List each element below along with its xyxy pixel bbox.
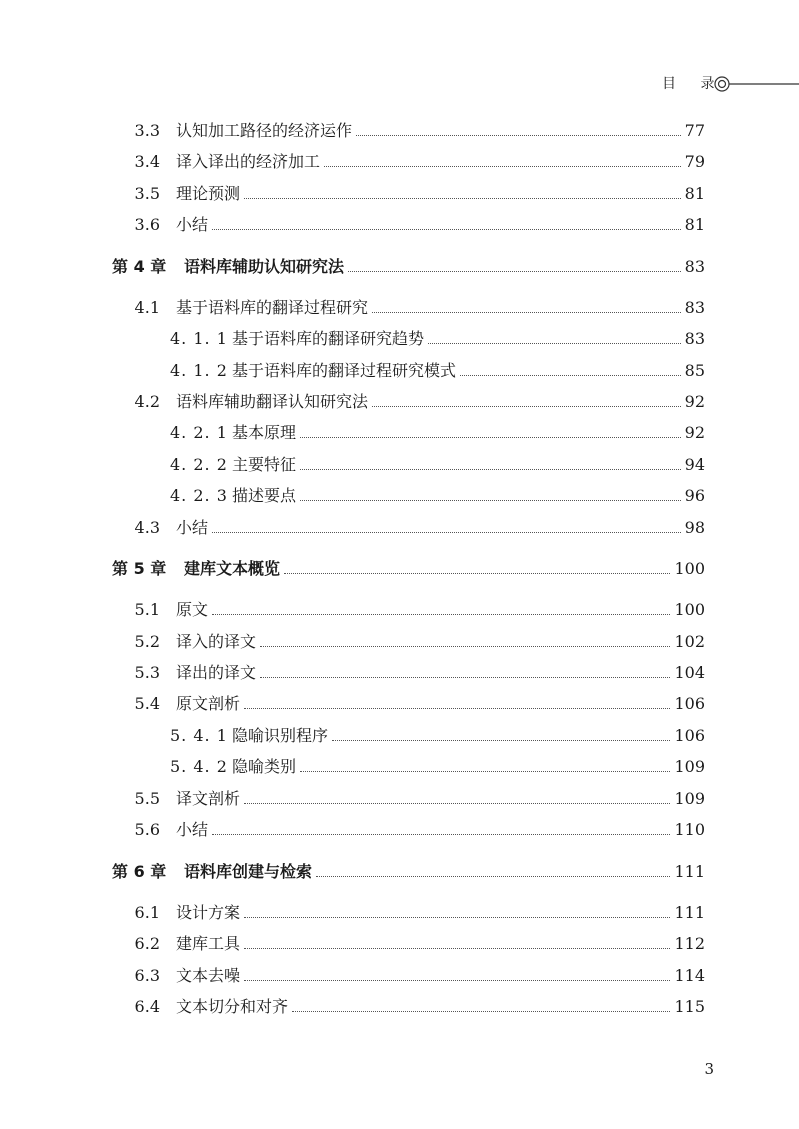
dot-leader: [300, 770, 670, 772]
toc-entry-page: 109: [674, 789, 705, 808]
dot-leader: [428, 342, 681, 344]
toc-entry-number: 第 6 章: [112, 862, 167, 881]
toc-entry-page: 77: [684, 121, 705, 140]
toc-entry-number: 4.3: [134, 518, 160, 537]
toc-entry-page: 104: [674, 663, 705, 682]
toc-entry-title: 小结: [176, 518, 209, 537]
toc-entry[interactable]: [120, 390, 705, 414]
toc-entry[interactable]: [120, 119, 705, 143]
dot-leader: [332, 739, 670, 741]
toc-entry-title: 设计方案: [176, 903, 241, 922]
toc-entry-page: 114: [674, 966, 705, 985]
toc-entry-title: 语料库创建与检索: [184, 862, 313, 881]
toc-entry[interactable]: [120, 516, 705, 540]
header-title: 目 录: [662, 76, 725, 92]
toc-entry[interactable]: [170, 327, 705, 351]
toc-entry-title: 译入译出的经济加工: [176, 152, 321, 171]
toc-entry-title: 隐喻类别: [232, 757, 297, 776]
dot-leader: [356, 134, 681, 136]
toc-entry[interactable]: [112, 860, 705, 884]
dot-leader: [372, 311, 681, 313]
toc-entry-number: 6.1: [134, 903, 160, 922]
toc-entry-page: 81: [684, 215, 705, 234]
toc-entry[interactable]: [120, 150, 705, 174]
dot-leader: [244, 707, 670, 709]
toc-entry-page: 83: [684, 329, 705, 348]
toc-entry-number: 4. 1. 2: [170, 361, 228, 380]
toc-entry-title: 建库文本概览: [184, 559, 281, 578]
dot-leader: [212, 228, 681, 230]
toc-entry[interactable]: [120, 296, 705, 320]
dot-leader: [260, 645, 670, 647]
toc-entry-number: 第 5 章: [112, 559, 167, 578]
toc-entry[interactable]: [120, 692, 705, 716]
toc-entry-page: 98: [684, 518, 705, 537]
dot-leader: [324, 165, 681, 167]
toc-entry-page: 94: [684, 455, 705, 474]
toc-entry-title: 认知加工路径的经济运作: [176, 121, 353, 140]
dot-leader: [212, 531, 681, 533]
toc-entry-page: 79: [684, 152, 705, 171]
dot-leader: [244, 916, 670, 918]
toc-entry-page: 92: [684, 392, 705, 411]
dot-leader: [372, 405, 681, 407]
toc-entry-title: 基于语料库的翻译研究趋势: [232, 329, 425, 348]
toc-entry-title: 语料库辅助翻译认知研究法: [176, 392, 369, 411]
toc-entry[interactable]: [170, 421, 705, 445]
toc-entry-number: 5. 4. 2: [170, 757, 228, 776]
toc-entry-page: 96: [684, 486, 705, 505]
toc-entry-page: 109: [674, 757, 705, 776]
dot-leader: [300, 436, 681, 438]
toc-entry-title: 基于语料库的翻译过程研究模式: [232, 361, 457, 380]
toc-entry-number: 6.2: [134, 934, 160, 953]
toc-entry-title: 语料库辅助认知研究法: [184, 257, 345, 276]
toc-entry-title: 基本原理: [232, 423, 297, 442]
toc-entry-page: 83: [684, 257, 705, 276]
toc-entry-title: 文本去噪: [176, 966, 241, 985]
toc-entry-number: 5.4: [134, 694, 160, 713]
dot-leader: [292, 1010, 670, 1012]
dot-leader: [212, 613, 670, 615]
toc-entry-title: 原文剖析: [176, 694, 241, 713]
toc-entry-page: 115: [674, 997, 705, 1016]
toc-entry-page: 92: [684, 423, 705, 442]
toc-entry-title: 小结: [176, 215, 209, 234]
toc-entry[interactable]: [120, 995, 705, 1019]
toc-entry-page: 100: [674, 559, 705, 578]
toc-entry-page: 106: [674, 726, 705, 745]
toc-entry[interactable]: [120, 818, 705, 842]
toc-entry-title: 基于语料库的翻译过程研究: [176, 298, 369, 317]
toc-entry-title: 译入的译文: [176, 632, 257, 651]
dot-leader: [348, 270, 681, 272]
toc-entry-title: 建库工具: [176, 934, 241, 953]
toc-entry-page: 100: [674, 600, 705, 619]
toc-entry[interactable]: [120, 598, 705, 622]
dot-leader: [244, 947, 670, 949]
toc-entry-number: 5.1: [134, 600, 160, 619]
toc-entry-page: 111: [674, 903, 705, 922]
toc-entry-number: 6.3: [134, 966, 160, 985]
toc-entry-number: 4.1: [134, 298, 160, 317]
toc-entry-number: 3.4: [134, 152, 160, 171]
toc-entry[interactable]: [120, 630, 705, 654]
toc-entry-page: 112: [674, 934, 705, 953]
toc-entry-number: 5.6: [134, 820, 160, 839]
toc-entry[interactable]: [170, 453, 705, 477]
toc-entry[interactable]: [120, 787, 705, 811]
toc-entry-number: 4.2: [134, 392, 160, 411]
toc-entry-number: 3.6: [134, 215, 160, 234]
toc-entry-page: 111: [674, 862, 705, 881]
toc-entry-title: 理论预测: [176, 184, 241, 203]
dot-leader: [284, 572, 670, 574]
toc-entry-number: 4. 2. 1: [170, 423, 228, 442]
toc-entry-title: 译出的译文: [176, 663, 257, 682]
toc-entry-title: 文本切分和对齐: [176, 997, 289, 1016]
toc-entry-page: 83: [684, 298, 705, 317]
dot-leader: [316, 875, 670, 877]
toc-entry-number: 6.4: [134, 997, 160, 1016]
dot-leader: [260, 676, 670, 678]
toc-entry-number: 4. 2. 2: [170, 455, 228, 474]
toc-entry-title: 主要特征: [232, 455, 297, 474]
dot-leader: [300, 468, 681, 470]
toc-entry[interactable]: [170, 359, 705, 383]
page-number: 3: [704, 1060, 714, 1078]
toc-entry[interactable]: [112, 557, 705, 581]
toc-entry-number: 5.5: [134, 789, 160, 808]
toc-entry-title: 译文剖析: [176, 789, 241, 808]
toc-entry-title: 小结: [176, 820, 209, 839]
toc-entry[interactable]: [120, 932, 705, 956]
toc-entry-number: 5.2: [134, 632, 160, 651]
toc-entry[interactable]: [170, 755, 705, 779]
toc-entry[interactable]: [170, 724, 705, 748]
toc-entry-number: 4. 2. 3: [170, 486, 228, 505]
toc-entry[interactable]: [120, 213, 705, 237]
toc-entry[interactable]: [120, 661, 705, 685]
toc-entry-title: 隐喻识别程序: [232, 726, 329, 745]
toc-entry-page: 81: [684, 184, 705, 203]
toc-entry-number: 3.5: [134, 184, 160, 203]
toc-entry-page: 102: [674, 632, 705, 651]
toc-entry-number: 4. 1. 1: [170, 329, 228, 348]
toc-entry-page: 110: [674, 820, 705, 839]
toc-entry-number: 3.3: [134, 121, 160, 140]
toc-entry-title: 描述要点: [232, 486, 297, 505]
toc-entry[interactable]: [170, 484, 705, 508]
toc-entry-number: 5. 4. 1: [170, 726, 228, 745]
toc-entry-page: 106: [674, 694, 705, 713]
dot-leader: [244, 197, 681, 199]
dot-leader: [212, 833, 670, 835]
toc-entry[interactable]: [120, 964, 705, 988]
toc-entry-title: 原文: [176, 600, 209, 619]
toc-entry[interactable]: [112, 255, 705, 279]
toc-entry-number: 5.3: [134, 663, 160, 682]
toc-entry[interactable]: [120, 901, 705, 925]
toc-entry-page: 85: [684, 361, 705, 380]
dot-leader: [244, 979, 670, 981]
dot-leader: [244, 802, 670, 804]
dot-leader: [300, 499, 681, 501]
dot-leader: [460, 374, 681, 376]
toc-entry[interactable]: [120, 182, 705, 206]
toc-entry-number: 第 4 章: [112, 257, 167, 276]
